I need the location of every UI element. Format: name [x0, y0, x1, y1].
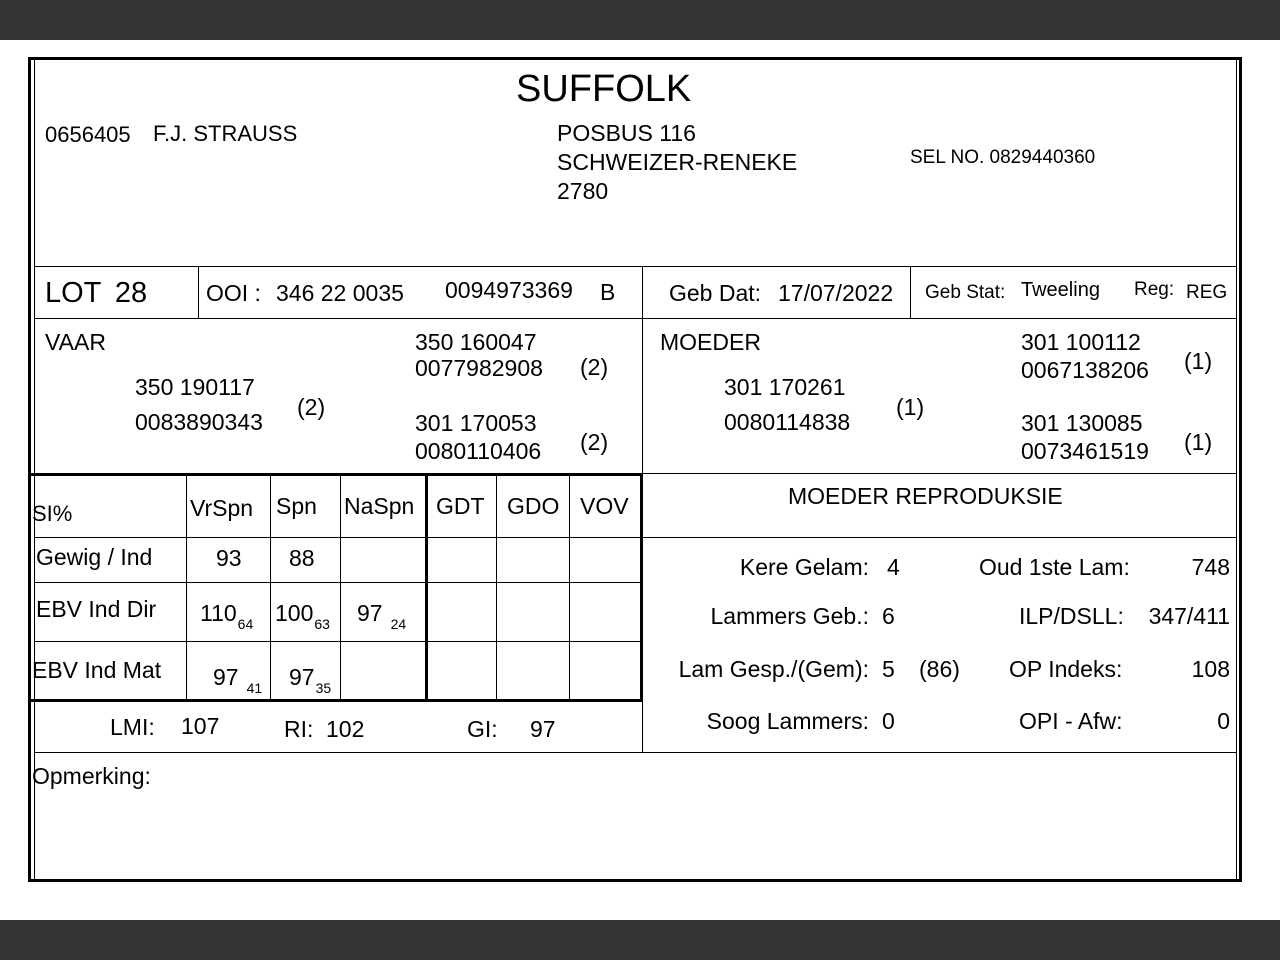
grid-header-bottom	[34, 537, 640, 538]
ebv-dir-vrspn-value: 110	[200, 600, 237, 626]
header-spn: Spn	[276, 493, 317, 519]
rule-lot-divider	[198, 267, 199, 318]
grid-col-gdo	[569, 475, 570, 700]
ebv-mat-vrspn	[213, 664, 263, 696]
dam-line-2: 0080114838	[724, 409, 851, 435]
grid-col-naspn	[425, 475, 428, 700]
ooi-label: OOI :	[206, 280, 261, 306]
frame-left	[28, 57, 31, 882]
frame-bottom	[28, 879, 1242, 882]
frame-right	[1239, 57, 1242, 882]
ebv-dir-naspn	[357, 600, 407, 632]
address-line-1: POSBUS 116	[557, 120, 696, 146]
rule-pedigree-bottom	[31, 473, 643, 476]
header-gdt: GDT	[436, 493, 485, 519]
header-vov: VOV	[580, 493, 629, 519]
ebv-mat-vrspn-accuracy: 41	[246, 680, 263, 696]
geb-value: 6	[882, 603, 895, 629]
dam-grade: (1)	[896, 394, 925, 420]
oud-label: Oud 1ste Lam:	[979, 554, 1130, 580]
remarks-label: Opmerking:	[32, 763, 151, 789]
weight-vrspn: 93	[216, 545, 242, 571]
status-value: Tweeling	[1021, 279, 1100, 301]
sire-dam-line-1: 301 170053	[415, 410, 537, 436]
reg-value: REG	[1186, 282, 1228, 303]
ebv-dir-spn-accuracy: 63	[314, 616, 330, 632]
lmi-label: LMI:	[110, 714, 155, 740]
ebv-dir-vrspn-accuracy: 64	[237, 616, 254, 632]
rule-lot-top	[34, 266, 1237, 267]
rule-lot-bottom	[34, 318, 1237, 319]
ebv-mat-spn	[289, 664, 332, 696]
dam-sire-line-1: 301 100112	[1021, 329, 1141, 355]
repro-title: MOEDER REPRODUKSIE	[788, 483, 1063, 509]
op-label: OP Indeks:	[1009, 656, 1123, 682]
ebv-dir-vrspn	[200, 600, 254, 632]
kere-value: 4	[887, 554, 900, 580]
dam-label: MOEDER	[660, 329, 761, 355]
id-class: B	[600, 279, 616, 305]
ri-label: RI:	[284, 716, 314, 742]
dam-line-1: 301 170261	[724, 374, 846, 400]
op-value: 108	[1191, 656, 1230, 682]
ebv-dir-naspn-value: 97	[357, 600, 383, 626]
ebv-dir-spn	[275, 600, 330, 632]
opi-value: 0	[1217, 708, 1230, 734]
ooi-value: 346 22 0035	[276, 280, 404, 306]
soog-label: Soog Lammers:	[706, 708, 869, 734]
ebv-dir-naspn-accuracy: 24	[390, 616, 407, 632]
soog-value: 0	[882, 708, 895, 734]
dam-dam-line-1: 301 130085	[1021, 410, 1143, 436]
sire-line-2: 0083890343	[135, 409, 263, 435]
ilp-label: ILP/DSLL:	[1019, 603, 1124, 629]
grid-col-label	[186, 475, 187, 700]
ebv-mat-spn-accuracy: 35	[315, 680, 332, 696]
row-label-ebv-dir: EBV Ind Dir	[36, 596, 157, 622]
sire-grade: (2)	[297, 394, 326, 420]
birth-date: 17/07/2022	[778, 280, 894, 306]
sire-label: VAAR	[45, 329, 106, 355]
sire-sire-grade: (2)	[580, 354, 609, 380]
gesp-value: 5	[882, 656, 895, 682]
ri-value: 102	[326, 716, 365, 742]
birth-label: Geb Dat:	[669, 280, 762, 306]
rule-pedigree-bottom-right	[643, 473, 1237, 474]
rule-remarks-top	[34, 752, 1237, 753]
breeder-name: F.J. STRAUSS	[153, 121, 298, 146]
dam-sire-grade: (1)	[1184, 348, 1213, 374]
grid-col-vrspn	[270, 475, 271, 700]
grid-col-spn	[340, 475, 341, 700]
kere-label: Kere Gelam:	[739, 554, 869, 580]
header-gdo: GDO	[507, 493, 560, 519]
header-vrspn: VrSpn	[190, 495, 254, 521]
oud-value: 748	[1191, 554, 1230, 580]
rule-perf-bottom	[31, 699, 643, 702]
rule-perf-right	[640, 474, 643, 702]
ilp-value: 347/411	[1148, 603, 1230, 629]
sire-dam-grade: (2)	[580, 429, 609, 455]
breeder-number: 0656405	[45, 122, 131, 147]
opi-label: OPI - Afw:	[1019, 708, 1123, 734]
header-naspn: NaSpn	[344, 493, 415, 519]
grid-col-gdt	[496, 475, 497, 700]
sire-dam-line-2: 0080110406	[415, 438, 542, 464]
lot-label: LOT 28	[45, 277, 148, 309]
dam-sire-line-2: 0067138206	[1021, 357, 1149, 383]
gem-value: (86)	[919, 656, 960, 682]
sire-sire-line-2: 0077982908	[415, 355, 543, 381]
row-label-ebv-mat: EBV Ind Mat	[32, 657, 162, 683]
address-line-3: 2780	[557, 178, 609, 204]
id-number: 0094973369	[445, 277, 573, 303]
row-label-weight: Gewig / Ind	[36, 544, 153, 570]
inner-left	[34, 60, 35, 880]
sire-line-1: 350 190117	[135, 374, 255, 400]
geb-label: Lammers Geb.:	[710, 603, 869, 629]
page-title: SUFFOLK	[516, 68, 692, 110]
rule-repro-header	[643, 537, 1237, 538]
address-line-2: SCHWEIZER-RENEKE	[557, 149, 798, 175]
reg-label: Reg:	[1134, 279, 1175, 300]
frame-top	[28, 57, 1242, 60]
status-label: Geb Stat:	[925, 282, 1006, 303]
gi-value: 97	[530, 716, 556, 742]
dam-dam-grade: (1)	[1184, 429, 1213, 455]
gi-label: GI:	[467, 716, 498, 742]
dam-dam-line-2: 0073461519	[1021, 438, 1149, 464]
weight-spn: 88	[289, 545, 315, 571]
ebv-mat-spn-value: 97	[289, 664, 315, 690]
sel-number: SEL NO. 0829440360	[910, 147, 1096, 168]
lmi-value: 107	[181, 713, 220, 739]
ebv-mat-vrspn-value: 97	[213, 664, 239, 690]
grid-row2-bottom	[34, 641, 640, 642]
rule-date-divider	[910, 267, 911, 318]
gesp-label: Lam Gesp./(Gem):	[678, 656, 869, 682]
ebv-dir-spn-value: 100	[275, 600, 314, 626]
grid-row1-bottom	[34, 582, 640, 583]
si-label: SI%	[32, 501, 73, 526]
sire-sire-line-1: 350 160047	[415, 329, 537, 355]
inner-right	[1236, 60, 1237, 880]
